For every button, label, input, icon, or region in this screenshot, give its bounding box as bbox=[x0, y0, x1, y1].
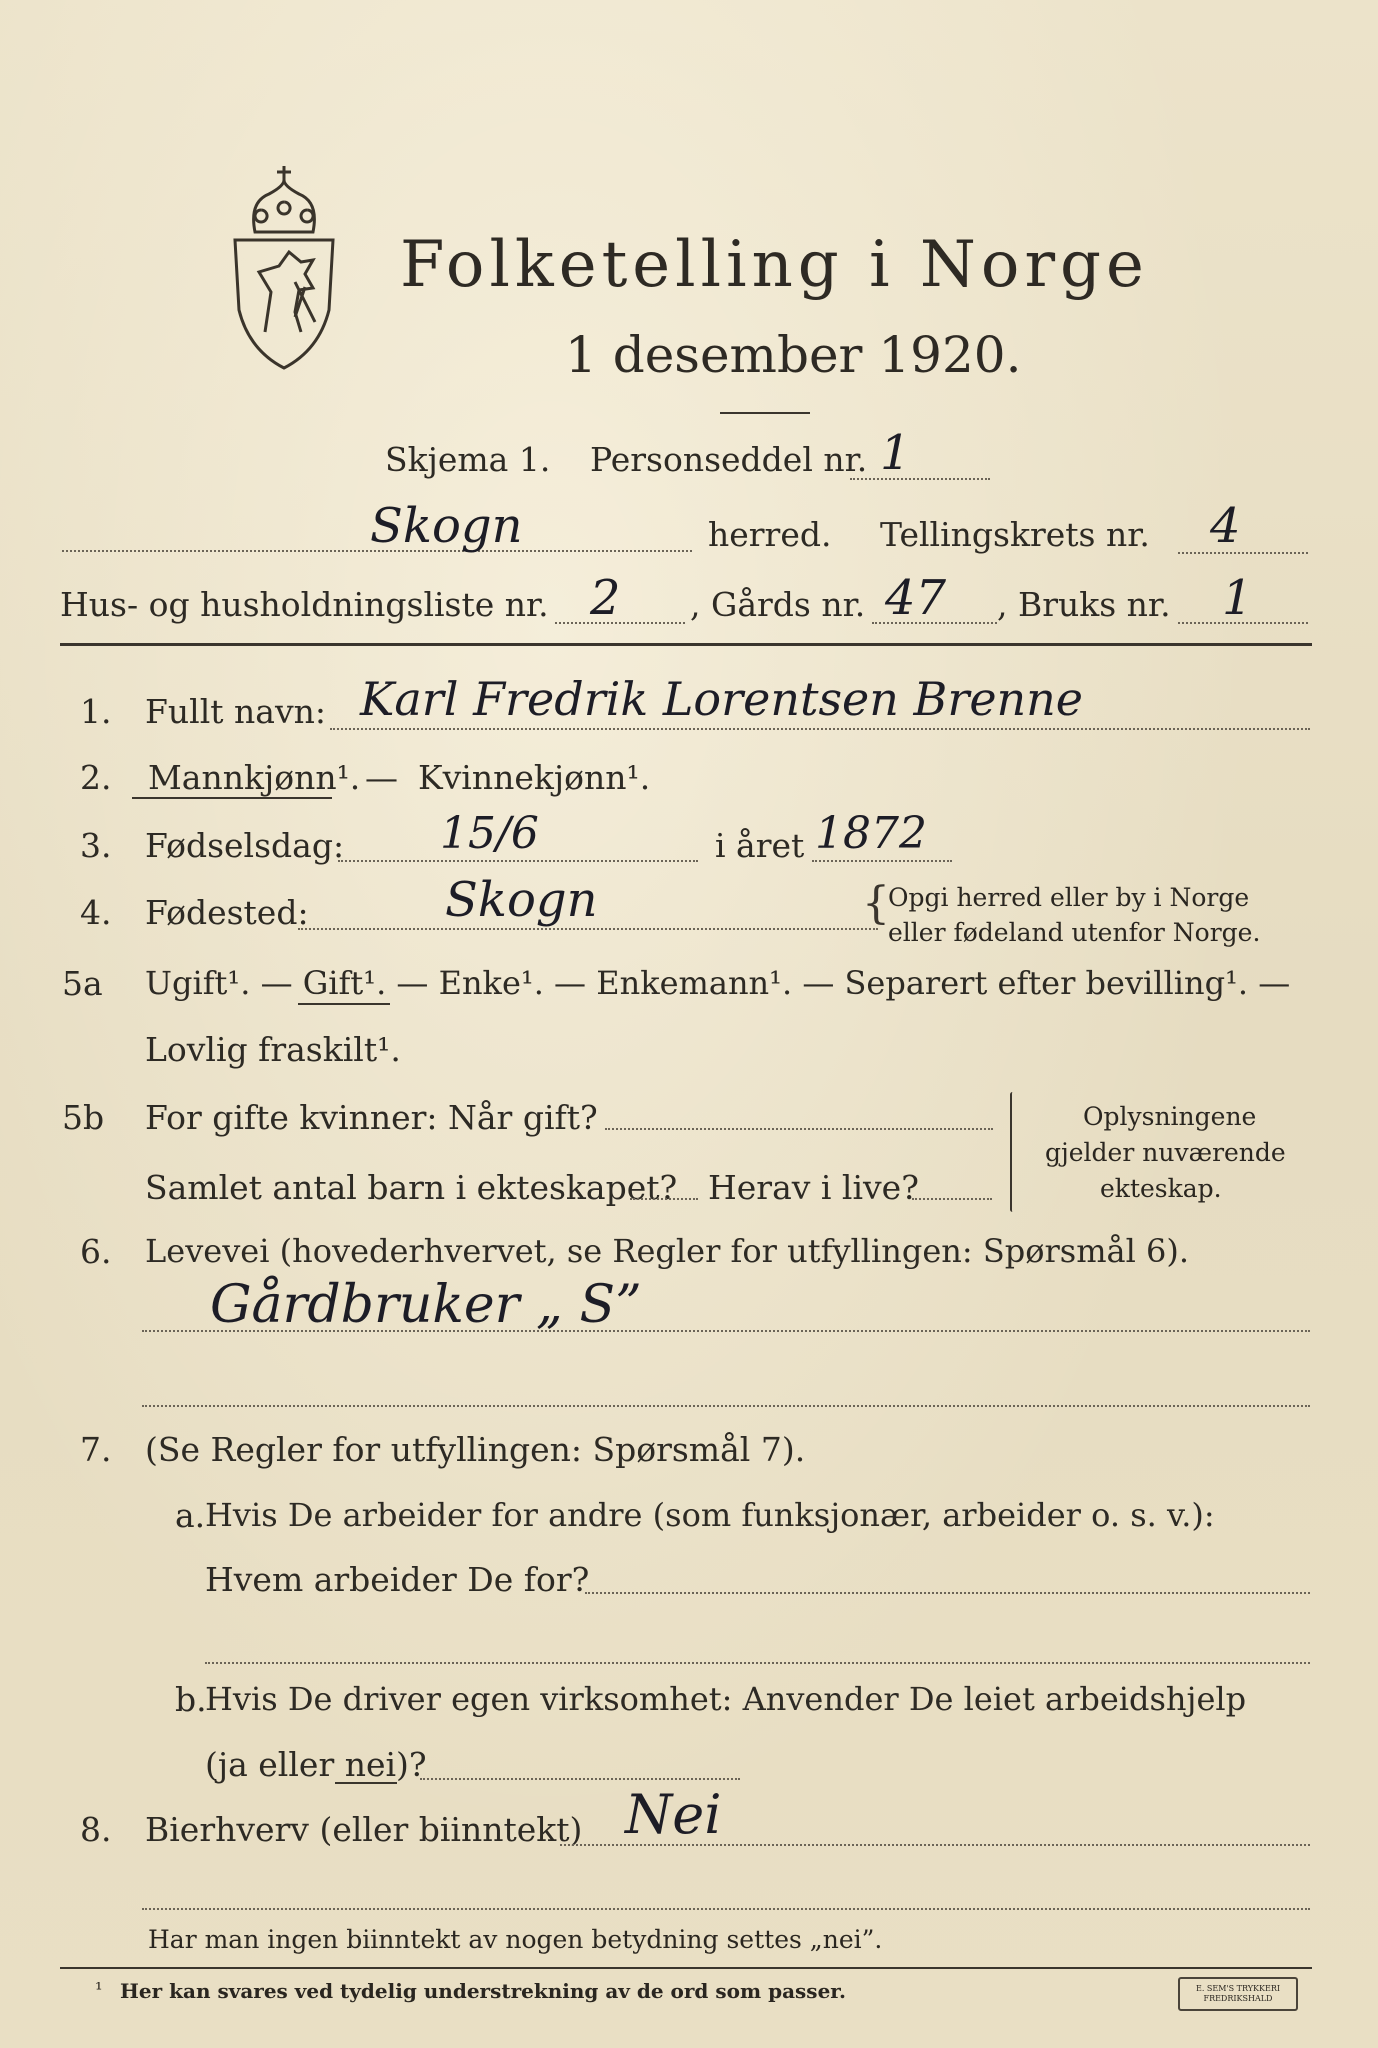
q4-note-line1: Opgi herred eller by i Norge bbox=[888, 883, 1250, 912]
side-income-value: Nei bbox=[625, 1783, 722, 1846]
full-name-value: Karl Fredrik Lorentsen Brenne bbox=[360, 672, 1084, 726]
q6-label: Levevei (hovederhvervet, se Regler for utfyllingen: Spørsmål 6). bbox=[145, 1232, 1190, 1270]
q7a-line1: Hvis De arbeider for andre (som funksjonær, arbeider o. s. v.): bbox=[205, 1496, 1215, 1534]
tellingskrets-label: Tellingskrets nr. bbox=[880, 515, 1150, 554]
birthplace-value: Skogn bbox=[445, 872, 598, 928]
q5b-alive-label: Herav i live? bbox=[708, 1168, 919, 1207]
personseddel-line bbox=[850, 478, 990, 480]
q5b-note-line1: Oplysningene bbox=[1083, 1102, 1257, 1131]
occupation-line-1 bbox=[142, 1330, 1310, 1332]
q1-label: Fullt navn: bbox=[145, 692, 326, 731]
male-underline-mark bbox=[132, 797, 332, 799]
q5b-children-label: Samlet antal barn i ekteskapet? bbox=[145, 1168, 678, 1207]
holding-number-value: 1 bbox=[1222, 570, 1253, 626]
herred-label: herred. bbox=[708, 515, 832, 554]
q8-label: Bierhverv (eller biinntekt) bbox=[145, 1810, 583, 1849]
footnote-text: Her kan svares ved tydelig understrekning av de ord som passer. bbox=[120, 1979, 846, 2003]
q7b-line2: (ja eller nei)? bbox=[205, 1745, 427, 1784]
side-income-line-2 bbox=[142, 1908, 1310, 1910]
q4-number: 4. bbox=[80, 893, 112, 932]
marriage-date-line bbox=[605, 1128, 993, 1130]
employer-line-2 bbox=[205, 1662, 1310, 1664]
birth-year-line bbox=[812, 860, 952, 862]
married-underline-mark bbox=[298, 1003, 390, 1005]
q4-note-brace: { bbox=[862, 878, 890, 929]
personseddel-label: Personseddel nr. bbox=[590, 440, 868, 479]
printer-stamp-line2: FREDRIKSHALD bbox=[1203, 1994, 1273, 2003]
printer-stamp-line1: E. SEM'S TRYKKERI bbox=[1195, 1984, 1281, 1993]
footer-note: Har man ingen biinntekt av nogen betydning settes „nei”. bbox=[148, 1925, 883, 1954]
q7a-line2: Hvem arbeider De for? bbox=[205, 1560, 590, 1599]
q5b-note-line2: gjelder nuværende bbox=[1045, 1138, 1286, 1167]
form-title: Folketelling i Norge bbox=[400, 228, 1149, 302]
q5a-number: 5a bbox=[62, 964, 103, 1003]
holding-number-label: , Bruks nr. bbox=[997, 585, 1171, 624]
q4-line bbox=[298, 928, 878, 930]
personseddel-value: 1 bbox=[880, 425, 911, 481]
q7-number: 7. bbox=[80, 1430, 112, 1469]
household-list-value: 2 bbox=[590, 570, 621, 626]
q3-line bbox=[338, 860, 698, 862]
q3-number: 3. bbox=[80, 826, 112, 865]
q4-note-line2: eller fødeland utenfor Norge. bbox=[888, 918, 1261, 947]
occupation-value: Gårdbruker „ S” bbox=[210, 1275, 642, 1335]
gender-female-option: Kvinnekjønn¹. bbox=[418, 758, 651, 797]
household-list-label: Hus- og husholdningsliste nr. bbox=[60, 585, 549, 624]
q7-label: (Se Regler for utfyllingen: Spørsmål 7). bbox=[145, 1430, 806, 1469]
q7a-letter: a. bbox=[175, 1496, 206, 1535]
header-separator bbox=[60, 643, 1312, 646]
printer-stamp bbox=[1178, 1977, 1298, 2011]
birth-year-label: i året bbox=[715, 826, 805, 865]
q2-number: 2. bbox=[80, 758, 112, 797]
census-date: 1 desember 1920. bbox=[565, 326, 1022, 384]
children-alive-line bbox=[912, 1198, 992, 1200]
gender-separator: — bbox=[365, 758, 398, 797]
q1-line bbox=[330, 728, 1310, 730]
schema-label: Skjema 1. bbox=[385, 440, 551, 479]
q5b-number: 5b bbox=[62, 1098, 105, 1137]
q8-number: 8. bbox=[80, 1810, 112, 1849]
farm-number-value: 47 bbox=[885, 570, 947, 626]
employer-line-1 bbox=[585, 1592, 1310, 1594]
q7b-letter: b. bbox=[175, 1680, 207, 1719]
tellingskrets-value: 4 bbox=[1210, 498, 1241, 554]
q5b-line1: For gifte kvinner: Når gift? bbox=[145, 1098, 598, 1137]
birth-date-value: 15/6 bbox=[440, 808, 539, 859]
herred-value: Skogn bbox=[370, 498, 523, 554]
q7b-line1: Hvis De driver egen virksomhet: Anvender De leiet arbeidshjelp bbox=[205, 1680, 1247, 1718]
q4-label: Fødested: bbox=[145, 893, 309, 932]
q5b-note-bracket bbox=[1010, 1092, 1015, 1212]
q6-number: 6. bbox=[80, 1232, 112, 1271]
q5b-note-line3: ekteskap. bbox=[1100, 1174, 1222, 1203]
marital-status-divorced: Lovlig fraskilt¹. bbox=[145, 1030, 401, 1069]
marital-status-options: Ugift¹. — Gift¹. — Enke¹. — Enkemann¹. — Separert efter bevilling¹. — bbox=[145, 964, 1291, 1002]
occupation-line-2 bbox=[142, 1405, 1310, 1407]
hired-help-line bbox=[420, 1778, 740, 1780]
norwegian-coat-of-arms-icon bbox=[225, 162, 343, 372]
q3-label: Fødselsdag: bbox=[145, 826, 345, 865]
title-divider bbox=[720, 412, 810, 414]
birth-year-value: 1872 bbox=[815, 808, 927, 859]
footer-separator bbox=[60, 1967, 1312, 1969]
children-count-line bbox=[630, 1198, 698, 1200]
tellingskrets-line bbox=[1178, 552, 1308, 554]
footnote-mark: ¹ bbox=[95, 1979, 103, 2001]
farm-number-label: , Gårds nr. bbox=[690, 585, 866, 624]
gender-male-option: Mannkjønn¹. bbox=[148, 758, 361, 797]
no-underline-mark bbox=[335, 1782, 397, 1784]
q1-number: 1. bbox=[80, 692, 112, 731]
